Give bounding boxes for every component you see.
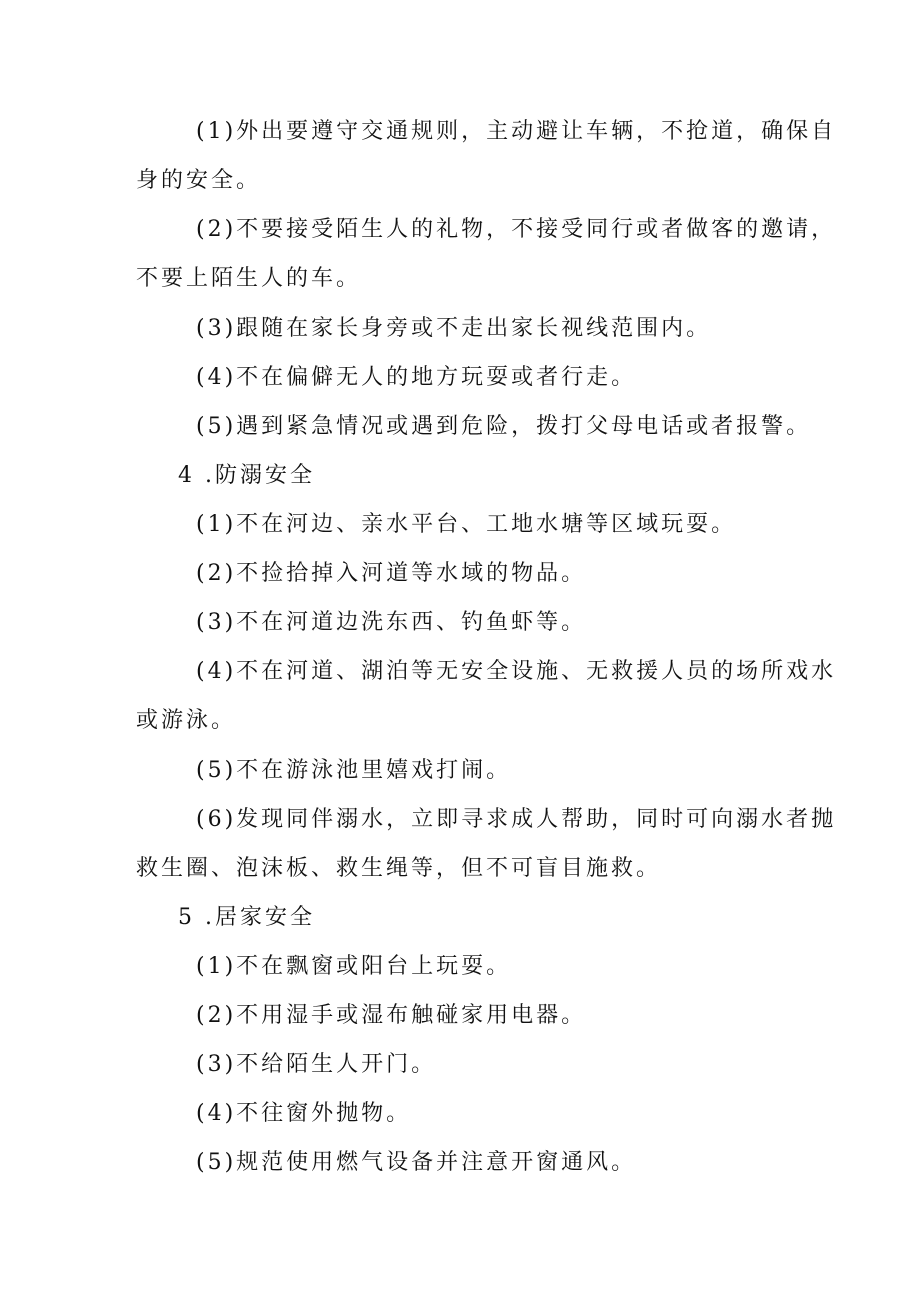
text-line: 不要上陌生人的车。 [136, 266, 362, 291]
text-line: (5)遇到紧急情况或遇到危险，拨打父母电话或者报警。 [196, 414, 812, 439]
text-line: (2)不要接受陌生人的礼物，不接受同行或者做客的邀请， [196, 217, 837, 242]
text-line: (3)跟随在家长身旁或不走出家长视线范围内。 [196, 316, 712, 341]
text-line: (4)不在河道、湖泊等无安全设施、无救援人员的场所戏水 [196, 659, 837, 684]
text-line: (6)发现同伴溺水，立即寻求成人帮助，同时可向溺水者抛 [196, 807, 837, 832]
text-line: (3)不给陌生人开门。 [196, 1052, 437, 1077]
text-line: (1)不在河边、亲水平台、工地水塘等区域玩耍。 [196, 512, 737, 537]
text-line: (4)不在偏僻无人的地方玩耍或者行走。 [196, 365, 637, 390]
text-line: 身的安全。 [136, 168, 262, 193]
text-line: (1)外出要遵守交通规则，主动避让车辆，不抢道，确保自 [196, 119, 837, 144]
section-heading: 4 .防溺安全 [178, 463, 315, 488]
text-line: (5)不在游泳池里嬉戏打闹。 [196, 758, 512, 783]
text-line: (1)不在飘窗或阳台上玩耍。 [196, 954, 512, 979]
text-line: (4)不往窗外抛物。 [196, 1101, 412, 1126]
section-heading: 5 .居家安全 [178, 905, 315, 930]
text-line: (5)规范使用燃气设备并注意开窗通风。 [196, 1150, 637, 1175]
text-line: 救生圈、泡沫板、救生绳等，但不可盲目施救。 [136, 856, 662, 881]
text-line: (2)不捡拾掉入河道等水域的物品。 [196, 561, 587, 586]
text-line: 或游泳。 [136, 708, 237, 733]
text-line: (3)不在河道边洗东西、钓鱼虾等。 [196, 610, 587, 635]
text-line: (2)不用湿手或湿布触碰家用电器。 [196, 1003, 587, 1028]
